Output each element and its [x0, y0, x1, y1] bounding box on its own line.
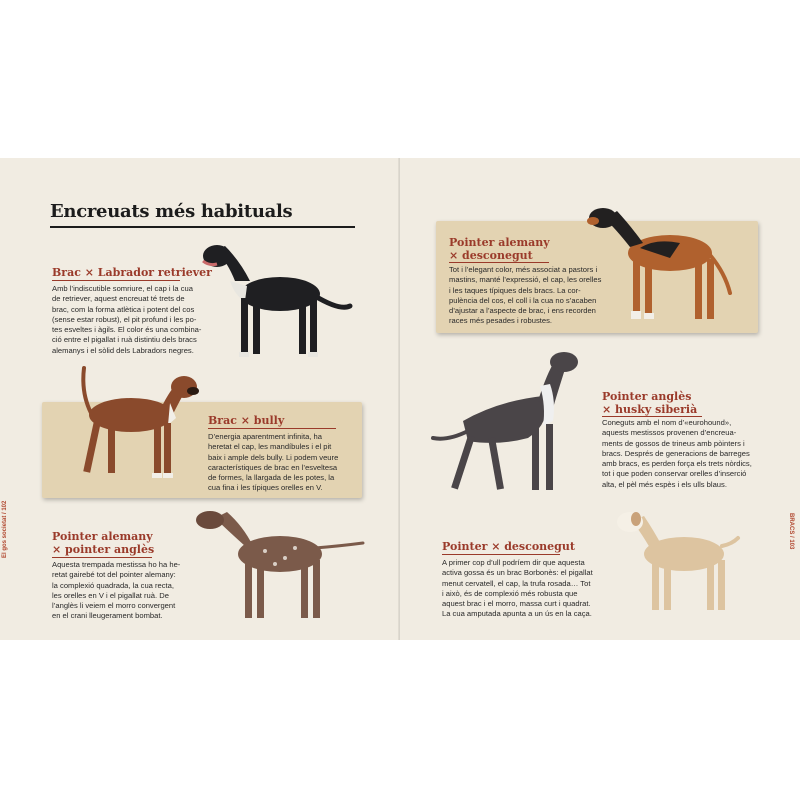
grey-husky-mix-dog — [428, 346, 588, 496]
text-line: tes esveltes i àgils. El color és una combina- — [52, 325, 202, 335]
text-line: en el crani lleugerament bombat. — [52, 611, 163, 621]
text-line: menut cervatell, el cap, la trufa rosada… Tot — [442, 578, 591, 588]
text-line: i això, és de complexió més robusta que — [442, 588, 578, 598]
text-line: de retriever, aquest encreuat té trets de — [52, 294, 185, 304]
text-line: de formes, la llargada de les potes, la — [208, 473, 335, 483]
heading-line: Pointer × desconegut — [442, 540, 575, 553]
text-line: activa gossa és un brac Borbonès: el pigallat — [442, 568, 593, 578]
heading-underline — [52, 557, 152, 558]
text-line: la complexió quadrada, la cua recta, — [52, 580, 174, 590]
text-line: i les taques típiques dels bracs. La cor- — [449, 285, 581, 295]
text-line: aquests mestissos provenen d’encreua- — [602, 428, 737, 438]
text-line: tot i que poden conservar orelles d’inserció — [602, 469, 747, 479]
text-brac-bully — [208, 432, 338, 494]
text-line: amb bracs, es perden força els trets nòrdics, — [602, 459, 752, 469]
text-pointer-alemany-desconegut — [449, 265, 601, 327]
text-line: alemanys i el sòlid dels Labradors negres. — [52, 345, 194, 355]
heading-pointer-desconegut — [442, 540, 575, 553]
title-underline — [50, 226, 355, 228]
text-line: ció entre el pigallat i ruà distintiu dels bracs — [52, 335, 197, 345]
text-line: mastins, manté l’expressió, el cap, les orelles — [449, 275, 602, 285]
text-line: aquest brac i el morro, massa curt i quadrat. — [442, 599, 591, 609]
running-head-left: El gos societat / 102 — [2, 500, 8, 558]
heading-underline — [208, 428, 336, 429]
text-line: brac, com la forma atlètica i potent del cos — [52, 304, 195, 314]
text-line: retat gairebé tot del pointer alemany: — [52, 570, 176, 580]
brown-bully-mix-dog — [66, 363, 206, 485]
text-line: Aquesta trempada mestissa ho ha he- — [52, 560, 181, 569]
text-line: bracs. Després de generacions de barreges — [602, 448, 750, 458]
text-brac-labrador — [52, 284, 201, 356]
left-page — [0, 158, 400, 640]
heading-underline — [449, 262, 549, 263]
text-line: l’anglès li veiem el morro convergent — [52, 601, 176, 611]
heading-line: Brac × bully — [208, 414, 285, 427]
heading-line: × husky siberià — [602, 403, 698, 416]
heading-line: Pointer alemany — [52, 530, 153, 543]
text-pointer-desconegut — [442, 558, 593, 620]
text-line: baix i ample dels bully. Li podem veure — [208, 452, 339, 462]
pale-pointer-mix-dog — [612, 506, 747, 616]
heading-underline — [602, 416, 702, 417]
text-line: d’ajustar a l’aspecte de brac, i ens recorden — [449, 306, 596, 316]
text-line: les orelles en V i el pigallat ruà. De — [52, 590, 169, 600]
text-line: (sense estar robust), el pit profund i les po- — [52, 314, 197, 324]
text-line: ments de gossos de trineus amb pòinters i — [602, 438, 745, 448]
black-labrador-mix-dog — [195, 236, 355, 366]
heading-pointer-alemany-desconegut — [449, 236, 550, 262]
text-pointer-angles-husky — [602, 418, 752, 490]
page-title: Encreuats més habituals — [50, 201, 293, 222]
book-spread — [0, 158, 800, 640]
running-head-right: BRACS / 103 — [788, 513, 794, 550]
heading-pointer-alemany-angles — [52, 530, 154, 556]
heading-underline — [442, 554, 560, 555]
heading-line: × pointer anglès — [52, 543, 155, 556]
text-line: D’energia aparentment infinita, ha — [208, 432, 322, 441]
heading-pointer-angles-husky — [602, 390, 697, 416]
tricolor-pointer-mix-dog — [585, 203, 735, 328]
text-line: heretat el cap, les mandíbules i el pit — [208, 442, 332, 452]
text-pointer-alemany-angles — [52, 560, 180, 622]
heading-line: Pointer anglès — [602, 390, 692, 403]
text-line: Tot i l’elegant color, més associat a pastors i — [449, 265, 598, 274]
text-line: Amb l’indiscutible somriure, el cap i la cua — [52, 284, 193, 293]
liver-roan-pointer-dog — [195, 506, 365, 626]
heading-brac-labrador — [52, 266, 212, 279]
heading-line: Pointer alemany — [449, 236, 550, 249]
heading-brac-bully — [208, 414, 284, 427]
text-line: alta, el pèl més espès i els ulls blaus. — [602, 479, 727, 489]
heading-underline — [52, 280, 180, 281]
heading-line: × desconegut — [449, 249, 533, 262]
text-line: races més pesades i robustes. — [449, 316, 552, 326]
text-line: pulència del cos, el coll i la cua no s’acaben — [449, 295, 597, 305]
right-page — [400, 158, 800, 640]
text-line: característiques de brac en l’esveltesa — [208, 462, 338, 472]
text-line: Coneguts amb el nom d’«eurohound», — [602, 418, 732, 427]
heading-line: Brac × Labrador retriever — [52, 266, 212, 279]
text-line: cua fina i les típiques orelles en V. — [208, 483, 323, 493]
text-line: A primer cop d’ull podríem dir que aquesta — [442, 558, 585, 567]
text-line: La cua amputada apunta a un ús en la caça. — [442, 609, 592, 619]
